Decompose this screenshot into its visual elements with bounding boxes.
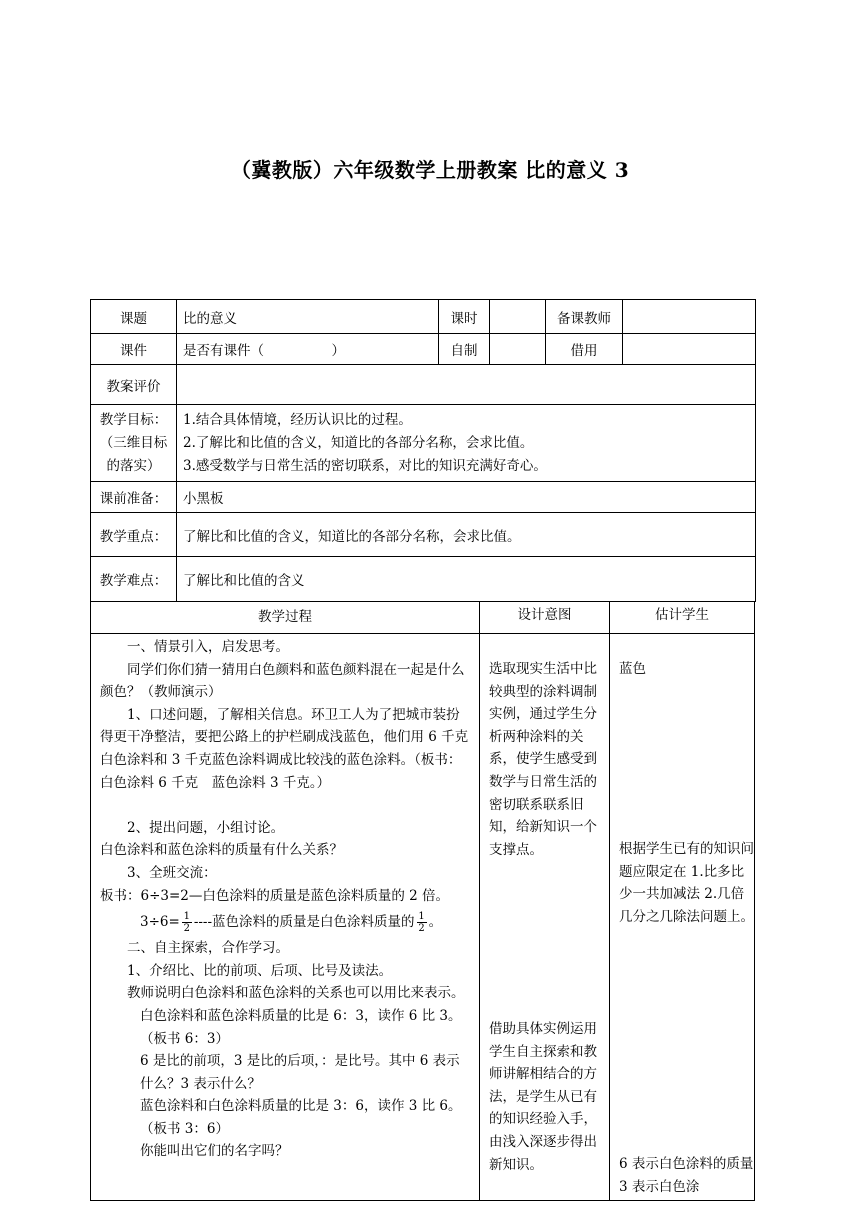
- label-hours: 课时: [439, 300, 490, 334]
- estimate-text: 蓝色: [619, 661, 646, 677]
- self-made-value: [490, 334, 546, 365]
- label-borrowed: 借用: [546, 334, 623, 365]
- header-estimate: 估计学生: [655, 607, 709, 623]
- label-key-points: 教学重点：: [91, 513, 177, 557]
- objective-item: 2.了解比和比值的含义，知道比的各部分名称，会求比值。: [183, 434, 534, 451]
- process-line: 3、全班交流：: [127, 864, 217, 881]
- process-line: 白色涂料和蓝色涂料质量的比是 6：3，读作 6 比 3。（板书 6：3）: [140, 1007, 462, 1047]
- estimate-text: 6 表示白色涂料的质量 3 表示白色涂: [619, 1156, 754, 1195]
- process-line: 板书：6÷3=2—白色涂料的质量是蓝色涂料质量的 2 倍。: [100, 887, 450, 904]
- hours-value: [490, 300, 546, 334]
- teaching-process-table: [90, 601, 755, 1201]
- header-divider: [91, 633, 754, 634]
- fraction-denominator: 2: [183, 923, 190, 935]
- preparation-value: 小黑板: [177, 482, 756, 513]
- objectives-list: [177, 405, 756, 482]
- process-line: 白色涂料和蓝色涂料的质量有什么关系？: [100, 842, 343, 859]
- fraction-text: ----蓝色涂料的质量是白色涂料质量的: [193, 914, 415, 931]
- lesson-info-table: [90, 299, 756, 602]
- borrowed-value: [623, 334, 756, 365]
- process-line: 教师说明白色涂料和蓝色涂料的关系也可以用比来表示。: [127, 985, 465, 1002]
- blank-line: [100, 794, 472, 817]
- label-preparation: 课前准备：: [91, 482, 177, 513]
- fraction-one-half: [182, 911, 192, 934]
- process-line: 1、口述问题，了解相关信息。环卫工人为了把城市装扮得更干净整洁，要把公路上的护栏刷成浅蓝色，他们用 6 千克白色涂料和 3 千克蓝色涂料调成比较浅的蓝色涂料。（板书：白色涂料 6 千克 蓝色涂料 3 千克。）: [100, 706, 469, 791]
- fraction-numerator: 1: [418, 911, 425, 923]
- process-line: 二、自主探索，合作学习。: [127, 940, 289, 957]
- estimate-text: 根据学生已有的知识问题应限定在 1.比多比少一共加减法 2.几倍几分之几除法问题上。: [619, 841, 754, 925]
- label-self-made: 自制: [439, 334, 490, 365]
- objective-item: 3.感受数学与日常生活的密切联系，对比的知识充满好奇心。: [183, 457, 547, 474]
- objective-item: 1.结合具体情境，经历认识比的过程。: [183, 411, 412, 428]
- intent-text: 借助具体实例运用学生自主探索和教师讲解相结合的方法，是学生从已有的知识经验入手，由浅入深逐步得出新知识。: [489, 1021, 597, 1173]
- fraction-numerator: 1: [183, 911, 190, 923]
- header-process: 教学过程: [258, 609, 312, 625]
- label-topic: 课题: [91, 300, 177, 334]
- courseware-value: 是否有课件（ ）: [177, 334, 439, 365]
- process-content: [100, 636, 472, 1163]
- process-line: 一、情景引入，启发思考。: [127, 639, 289, 655]
- label-evaluation: 教案评价: [91, 365, 177, 405]
- process-line: 1、介绍比、比的前项、后项、比号及读法。: [127, 962, 393, 979]
- fraction-line: [100, 907, 472, 937]
- column-divider: [479, 602, 480, 1200]
- topic-value: 比的意义: [177, 300, 439, 334]
- process-line: 6 是比的前项，3 是比的后项，：是比号。其中 6 表示什么？3 表示什么？: [140, 1053, 460, 1092]
- label-objectives: 教学目标：（三维目标的落实）: [91, 405, 177, 482]
- process-line: 你能叫出它们的名字吗？: [140, 1143, 289, 1160]
- page-title: （冀教版）六年级数学上册教案 比的意义 3: [230, 158, 630, 182]
- fraction-one-half: [417, 911, 427, 934]
- label-difficulties: 教学难点：: [91, 557, 177, 602]
- column-divider: [609, 602, 610, 1200]
- process-line: 蓝色涂料和白色涂料质量的比是 3：6，读作 3 比 6。（板书 3：6）: [140, 1098, 462, 1137]
- fraction-denominator: 2: [418, 923, 425, 935]
- teacher-value: [623, 300, 756, 334]
- label-teacher: 备课教师: [546, 300, 623, 334]
- key-points-value: 了解比和比值的含义，知道比的各部分名称，会求比值。: [177, 513, 756, 557]
- header-intent: 设计意图: [517, 607, 572, 623]
- process-line: 同学们你们猜一猜用白色颜料和蓝色颜料混在一起是什么颜色？（教师演示）: [100, 661, 465, 701]
- difficulties-value: 了解比和比值的含义: [177, 557, 756, 602]
- process-line: 2、提出问题，小组讨论。: [127, 819, 285, 836]
- evaluation-value: [177, 365, 756, 405]
- intent-text: 选取现实生活中比较典型的涂料调制实例，通过学生分析两种涂料的关系，使学生感受到数学与日常生活的密切联系联系旧知，给新知识一个支撑点。: [489, 661, 597, 858]
- fraction-suffix: 。: [428, 914, 443, 931]
- fraction-prefix: 3÷6=: [140, 914, 180, 931]
- label-courseware: 课件: [91, 334, 177, 365]
